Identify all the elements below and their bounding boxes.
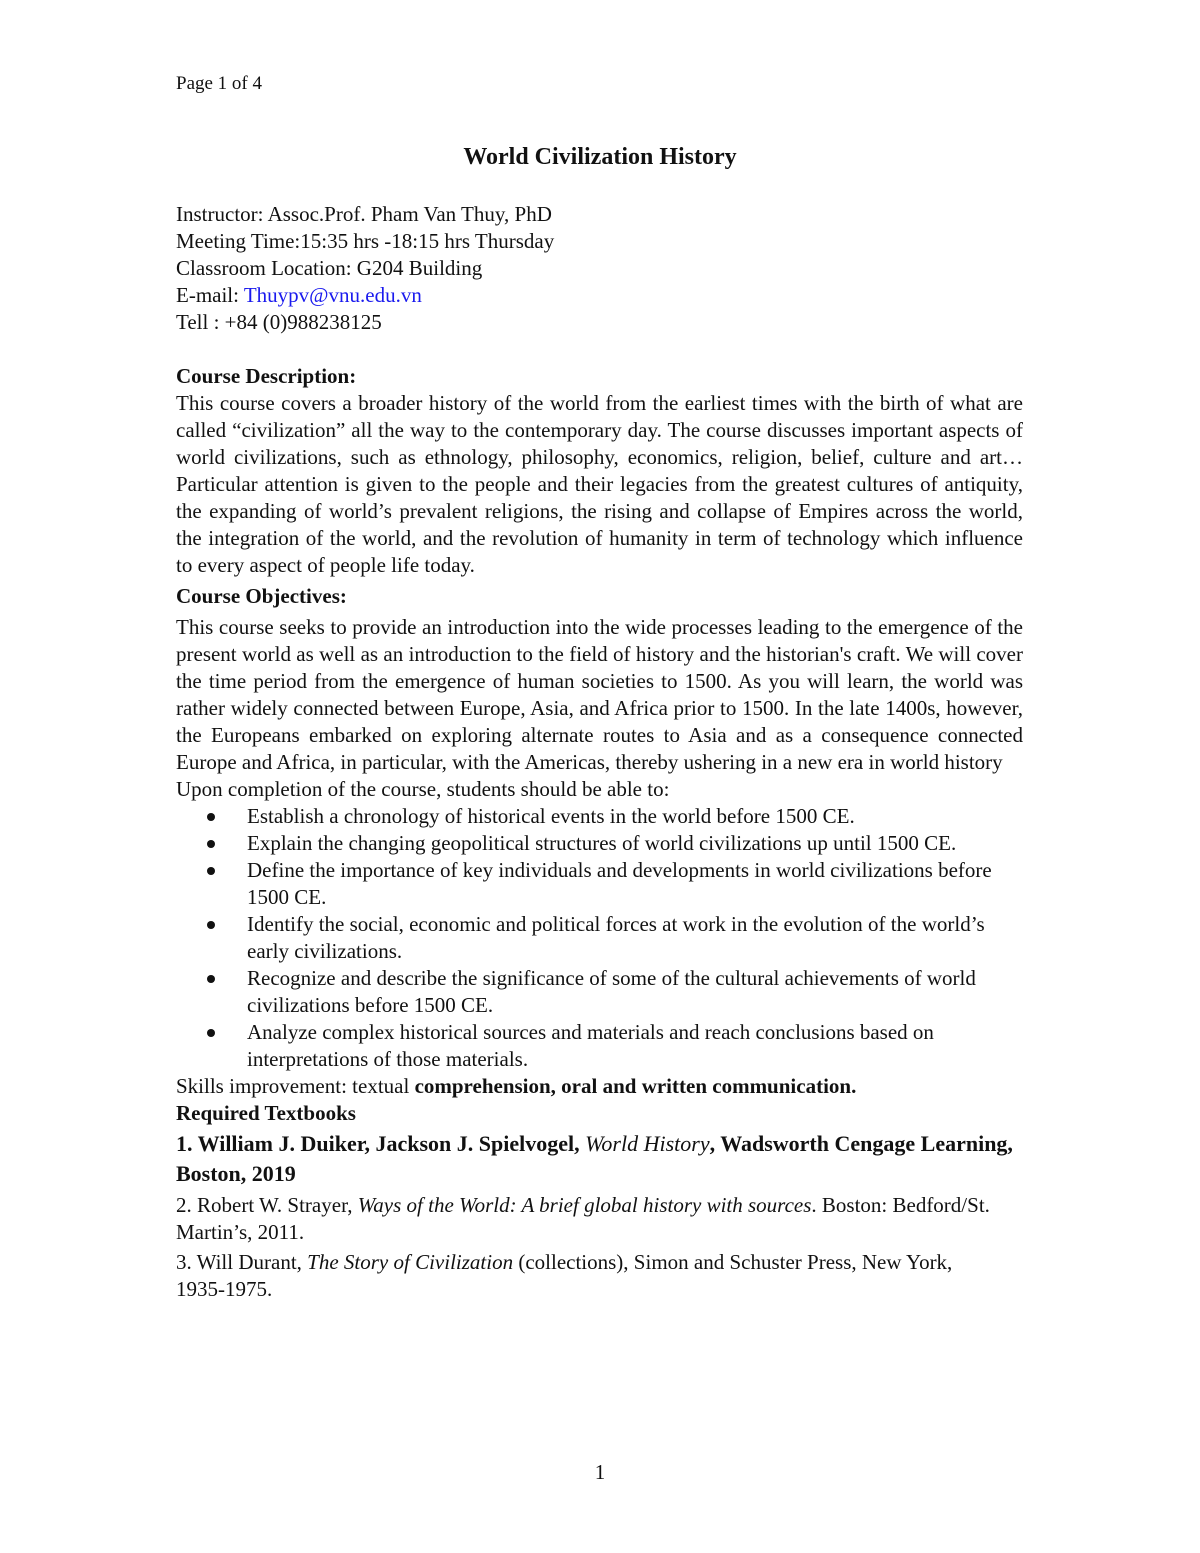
objectives-list xyxy=(176,803,1023,1073)
textbook-2: 2. Robert W. Strayer, Ways of the World: A brief global history with sources. Boston: Bedford/St. Martin’s, 2011. xyxy=(176,1193,990,1244)
list-item: Establish a chronology of historical events in the world before 1500 CE. xyxy=(176,803,1027,830)
description-text: This course covers a broader history of the world from the earliest times with the birth of what are called “civilization” all the way to the contemporary day. The course discusses important aspects of world civilizations, such as ethnology, philosophy, economics, religion, belief, culture and art…Particular attention is given to the people and their legacies from the greatest cultures of antiquity, the expanding of world’s prevalent religions, the rising and collapse of Empires across the world, the integration of the world, and the revolution of humanity in term of technology which influence to every aspect of people life today. xyxy=(176,391,1023,577)
objectives-heading: Course Objectives: xyxy=(176,584,347,608)
bullet-icon xyxy=(207,813,215,821)
required-textbooks xyxy=(176,1100,1023,1303)
page-header: Page 1 of 4 xyxy=(176,73,263,94)
objectives-text: This course seeks to provide an introduction into the wide processes leading to the emergence of the present world as well as an introduction to the field of history and the historian's craft. We will cover the time period from the emergence of human societies to 1500. As you will learn, the world was rather widely connected between Europe, Asia, and Africa prior to 1500. In the late 1400s, however, the Europeans embarked on exploring alternate routes to Asia and as a consequence connected Europe and Africa, in particular, with the Americas, thereby ushering in a new era in world history xyxy=(176,615,1023,774)
list-item: Recognize and describe the significance of some of the cultural achievements of world civilizations before 1500 CE. xyxy=(176,965,1027,1019)
list-item: Identify the social, economic and political forces at work in the evolution of the world’s early civilizations. xyxy=(176,911,1027,965)
list-item: Analyze complex historical sources and materials and reach conclusions based on interpretations of those materials. xyxy=(176,1019,1027,1073)
description-heading: Course Description: xyxy=(176,364,357,388)
textbooks-heading: Required Textbooks xyxy=(176,1101,356,1125)
bullet-icon xyxy=(207,1029,215,1037)
document-title: World Civilization History xyxy=(463,144,737,170)
course-objectives xyxy=(176,583,1023,1073)
email-link[interactable]: Thuypv@vnu.edu.vn xyxy=(243,283,422,307)
objectives-intro: Upon completion of the course, students should be able to: xyxy=(176,777,670,801)
page-number: 1 xyxy=(594,1460,606,1484)
skills-bold: comprehension, oral and written communication. xyxy=(414,1074,857,1098)
list-item: Explain the changing geopolitical structures of world civilizations up until 1500 CE. xyxy=(176,830,1027,857)
bullet-icon xyxy=(207,975,215,983)
tel-line: Tell : +84 (0)988238125 xyxy=(176,310,382,334)
course-info xyxy=(176,201,1023,336)
textbook-1: 1. William J. Duiker, Jackson J. Spielvogel, World History, Wadsworth Cengage Learning, Boston, 2019 xyxy=(176,1131,1013,1186)
bullet-icon xyxy=(207,840,215,848)
bullet-icon xyxy=(207,867,215,875)
email-label: E-mail: xyxy=(176,283,244,307)
email-line xyxy=(176,282,1023,309)
document-body xyxy=(176,201,1023,1303)
meeting-time-line: Meeting Time:15:35 hrs -18:15 hrs Thursday xyxy=(176,229,555,253)
bullet-icon xyxy=(207,921,215,929)
course-description xyxy=(176,363,1023,579)
skills-line: Skills improvement: textual comprehension, oral and written communication. xyxy=(176,1074,857,1098)
instructor-line: Instructor: Assoc.Prof. Pham Van Thuy, PhD xyxy=(176,202,552,226)
textbook-3: 3. Will Durant, The Story of Civilization (collections), Simon and Schuster Press, New York, 1935-1975. xyxy=(176,1250,953,1301)
location-line: Classroom Location: G204 Building xyxy=(176,256,483,280)
list-item: Define the importance of key individuals and developments in world civilizations before 1500 CE. xyxy=(176,857,1027,911)
